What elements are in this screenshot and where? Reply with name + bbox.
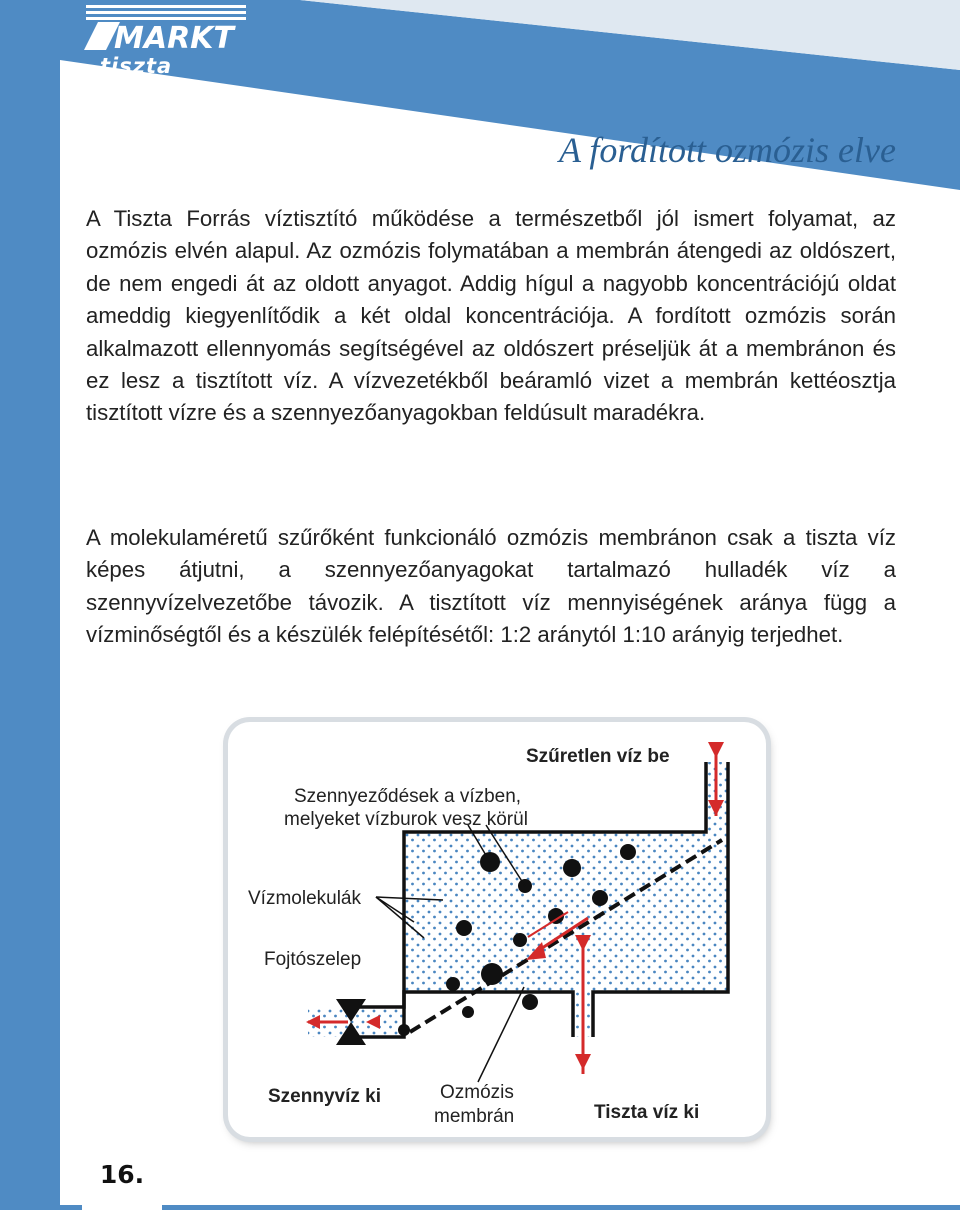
label-water-molecules: Vízmolekulák [248, 888, 361, 909]
label-clean-out: Tiszta víz ki [594, 1102, 700, 1123]
contaminant-particle [446, 977, 460, 991]
label-inlet: Szűretlen víz be [526, 746, 670, 767]
label-contaminants-line1: Szennyeződések a vízben, [294, 786, 522, 807]
paragraph-1: A Tiszta Forrás víztisztító működése a természetből jól ismert folyamat, az ozmózis elvén alapul. Az ozmózis folymatában a membrán átengedi az oldószert, de nem engedi át az oldott anyagot. Addig hígul a nagyobb koncentrációjú oldat ameddig kiegyenlítődik a két oldal koncentrációja. A fordított ozmózis során alkalmazott ellennyomás segítségével az oldószert préseljük át a membránon és ez lesz a tisztított víz. A vízvezetékből beáramló vizet a membrán kettéosztja tisztított vízre és a szennyezőanyagokban feldúsult maradékra. [86, 206, 896, 426]
svg-text:MARKT: MARKT [114, 21, 234, 56]
contaminant-particle [563, 859, 581, 877]
contaminant-particle [398, 1024, 410, 1036]
page-number: 16. [99, 1160, 145, 1189]
contaminant-particle [522, 994, 538, 1010]
contaminant-particle [462, 1006, 474, 1018]
contaminant-particle [513, 933, 527, 947]
label-contaminants-line2: melyeket vízburok vesz körül [284, 809, 528, 830]
label-waste-out: Szennyvíz ki [268, 1086, 381, 1107]
page-title: A fordított ozmózis elve [559, 130, 896, 170]
contaminant-particle [481, 963, 503, 985]
contaminant-particle [456, 920, 472, 936]
logo-tagline-line1: tiszta [100, 54, 173, 78]
label-membrane-line2: membrán [434, 1106, 515, 1127]
logo-tagline-line2: forrás [100, 75, 177, 99]
label-valve: Fojtószelep [264, 949, 362, 970]
reverse-osmosis-diagram [228, 722, 766, 1137]
paragraph-2: A molekulaméretű szűrőként funkcionáló ozmózis membránon csak a tiszta víz képes átjutni, a szennyezőanyagokat tartalmazó hulladék víz a szennyvízelvezetőbe távozik. A tisztított víz mennyiségének aránya függ a vízminőségtől és a készülék felépítésétől: 1:2 aránytól 1:10 arányig terjedhet. [86, 525, 896, 648]
logo-tagline [100, 56, 240, 98]
contaminant-particle [592, 890, 608, 906]
label-membrane-line1: Ozmózis [440, 1082, 514, 1103]
contaminant-particle [620, 844, 636, 860]
